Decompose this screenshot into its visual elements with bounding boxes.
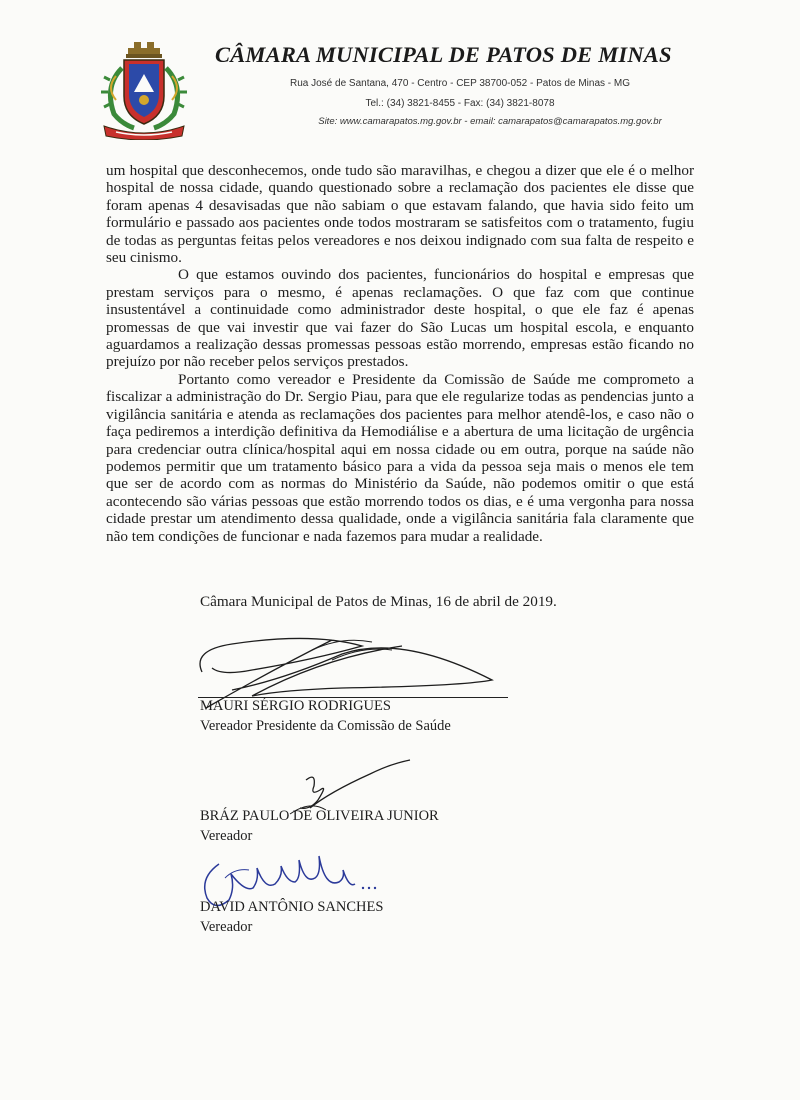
paragraph-3: Portanto como vereador e Presidente da Comissão de Saúde me comprometo a fiscalizar a administração do Dr. Sergio Piau, para que ele regularize todas as pendencias junto a vigilância sanitária e atenda as reclamações dos pacientes para melhor atendê-los, e caso não o faça pediremos a interdição definitiva da Hemodiálise e a abertura de uma licitação de urgência para credenciar outra clínica/hospital aqui em nossa cidade ou em outra, porque na saúde não podemos permitir que um tratamento básico para a vida da pessoa seja mais o menos ele tem que ser de acordo com as normas do Ministério da Saúde, não podemos omitir o que está acontecendo são várias pessoas que estão morrendo todos os dias, e é uma vergonha para nossa cidade prestar um atendimento dessa qualidade, onde a vigilância sanitária fala claramente que não tem condições de funcionar e nada fazemos para mudar a realidade. xyxy=(106,370,694,545)
signer-role: Vereador Presidente da Comissão de Saúde xyxy=(200,718,451,734)
signature-block-1 xyxy=(200,696,451,736)
coat-of-arms-icon xyxy=(96,40,192,140)
phone-line: Tel.: (34) 3821-8455 - Fax: (34) 3821-8078 xyxy=(365,98,555,109)
signature-block-3 xyxy=(200,897,383,937)
signer-name: DAVID ANTÔNIO SANCHES xyxy=(200,899,384,915)
address-line: Rua José de Santana, 470 - Centro - CEP 38700-052 - Patos de Minas - MG xyxy=(290,78,630,89)
signature-block-2 xyxy=(200,806,439,846)
signer-name: BRÁZ PAULO DE OLIVEIRA JUNIOR xyxy=(200,808,439,824)
site-line: Site: www.camarapatos.mg.gov.br - email: camarapatos@camarapatos.mg.gov.br xyxy=(318,116,662,127)
institution-title: CÂMARA MUNICIPAL DE PATOS DE MINAS xyxy=(215,42,672,67)
date-line: Câmara Municipal de Patos de Minas, 16 de abril de 2019. xyxy=(200,593,557,610)
signer-role: Vereador xyxy=(200,919,253,935)
signer-name: MAURI SÉRGIO RODRIGUES xyxy=(200,698,391,714)
signer-role: Vereador xyxy=(200,828,253,844)
paragraph-1: um hospital que desconhecemos, onde tudo são maravilhas, e chegou a dizer que ele é o melhor hospital de nossa cidade, quando questionado sobre a reclamação dos pacientes ele disse que foram apenas 4 desavisadas que não sabiam o que estavam falando, que havia sido feito um formulário e passado aos pacientes onde todos mostraram se satisfeitos com o tratamento, fugiu de todas as perguntas feitas pelos vereadores e nos deixou indignado com sua falta de respeito e seu cinismo. xyxy=(106,162,694,267)
letterhead xyxy=(0,0,800,150)
letter-body xyxy=(106,162,694,545)
paragraph-2: O que estamos ouvindo dos pacientes, funcionários do hospital e empresas que prestam serviços para o mesmo, é apenas reclamações. O que faz com que continue insustentável a continuidade como administrador deste hospital, o que ele faz é apenas promessas de que vai investir que vai fazer do São Lucas um hospital escola, e enquanto aguardamos a realização dessas promessas pessoas estão morrendo, empresas estão ficando no prejuízo por não receber pelos serviços prestados. xyxy=(106,266,694,371)
